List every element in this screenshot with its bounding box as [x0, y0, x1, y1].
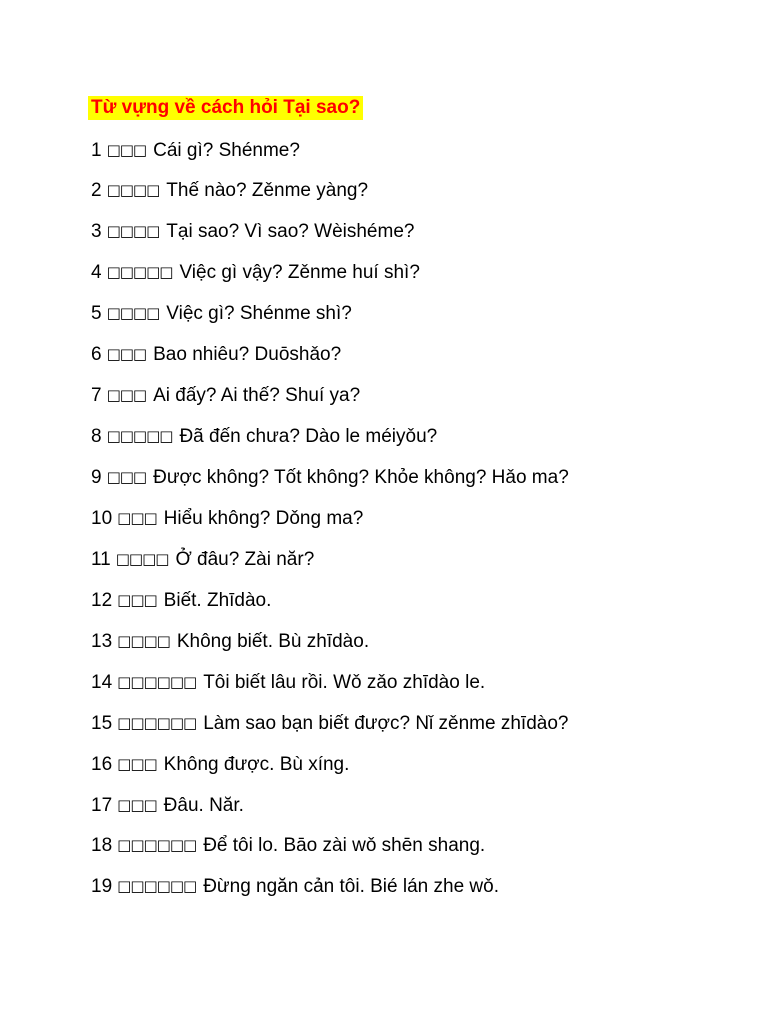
list-item: [91, 662, 731, 703]
item-number: 6: [91, 344, 102, 366]
item-chinese: □□□: [117, 795, 157, 814]
item-text: Ở đâu? Zài năr?: [175, 548, 315, 570]
list-item: [91, 375, 731, 416]
item-text: Việc gì vậy? Zěnme huí shì?: [179, 262, 420, 284]
list-item: [91, 170, 731, 211]
list-item: [91, 866, 731, 907]
item-chinese: □□□: [106, 140, 147, 159]
list-item: [91, 825, 731, 866]
item-number: 4: [91, 262, 102, 284]
list-item: [91, 293, 731, 334]
item-chinese: □□□: [106, 468, 147, 486]
item-number: 7: [91, 385, 102, 407]
item-text: Hiểu không? Dǒng ma?: [163, 507, 364, 529]
item-number: 18: [91, 835, 113, 857]
item-number: 16: [91, 753, 113, 775]
page-title: Từ vựng về cách hỏi Tại sao?: [88, 96, 363, 120]
item-number: 9: [91, 467, 102, 488]
item-chinese: □□□□: [106, 304, 160, 323]
list-item: [91, 785, 731, 826]
item-number: 2: [91, 180, 102, 202]
vocabulary-list: [91, 130, 731, 908]
item-text: Để tôi lo. Bāo zài wǒ shēn shang.: [203, 835, 486, 857]
item-text: Không biết. Bù zhīdào.: [176, 630, 370, 652]
item-chinese: □□□□□□: [117, 713, 197, 732]
list-item: [91, 580, 731, 621]
item-text: Biết. Zhīdào.: [163, 589, 272, 611]
item-chinese: □□□□□: [106, 427, 173, 446]
item-text: Ai đấy? Ai thế? Shuí ya?: [153, 385, 361, 407]
item-text: Làm sao bạn biết được? Nǐ zěnme zhīdào?: [203, 712, 569, 734]
item-number: 19: [91, 876, 113, 898]
item-number: 17: [91, 794, 113, 816]
list-item: [91, 539, 731, 580]
item-number: 1: [91, 139, 102, 161]
list-item: [91, 252, 731, 293]
item-chinese: □□□: [117, 508, 157, 527]
item-number: 11: [91, 548, 111, 570]
item-number: 10: [91, 507, 113, 529]
item-number: 3: [91, 221, 102, 243]
item-text: Tôi biết lâu rồi. Wǒ zǎo zhīdào le.: [203, 671, 486, 693]
item-text: Đâu. Năr.: [163, 794, 244, 816]
item-number: 8: [91, 426, 102, 448]
item-chinese: □□□: [117, 590, 157, 609]
item-chinese: □□□□□: [106, 263, 173, 282]
item-number: 13: [91, 630, 113, 652]
item-number: 5: [91, 303, 102, 325]
item-text: Đừng ngăn cản tôi. Bié lán zhe wǒ.: [203, 876, 499, 898]
item-chinese: □□□: [106, 345, 147, 364]
item-text: Đã đến chưa? Dào le méiyǒu?: [179, 426, 438, 448]
item-number: 15: [91, 712, 113, 734]
item-chinese: □□□□: [106, 181, 160, 200]
item-text: Thế nào? Zěnme yàng?: [166, 180, 369, 202]
item-text: Tại sao? Vì sao? Wèishéme?: [166, 221, 415, 243]
list-item: [91, 416, 731, 457]
item-text: Bao nhiêu? Duōshǎo?: [153, 344, 342, 366]
item-text: Được không? Tốt không? Khỏe không? Hǎo ma?: [153, 467, 569, 488]
list-item: [91, 334, 731, 375]
list-item: [91, 621, 731, 662]
item-number: 12: [91, 589, 113, 611]
item-text: Không được. Bù xíng.: [163, 753, 350, 775]
item-number: 14: [91, 671, 113, 693]
item-chinese: □□□: [106, 386, 147, 405]
item-chinese: □□□: [117, 754, 157, 773]
item-text: Cái gì? Shénme?: [153, 139, 300, 161]
item-chinese: □□□□: [115, 549, 169, 568]
item-chinese: □□□□: [117, 631, 170, 650]
item-text: Việc gì? Shénme shì?: [166, 303, 352, 325]
item-chinese: □□□□□□: [117, 877, 197, 896]
list-item: [91, 130, 731, 171]
item-chinese: □□□□□□: [117, 672, 197, 691]
list-item: [91, 457, 731, 498]
list-item: [91, 498, 731, 539]
item-chinese: □□□□: [106, 222, 160, 241]
list-item: [91, 703, 731, 744]
list-item: [91, 211, 731, 252]
list-item: [91, 744, 731, 785]
item-chinese: □□□□□□: [117, 836, 197, 855]
